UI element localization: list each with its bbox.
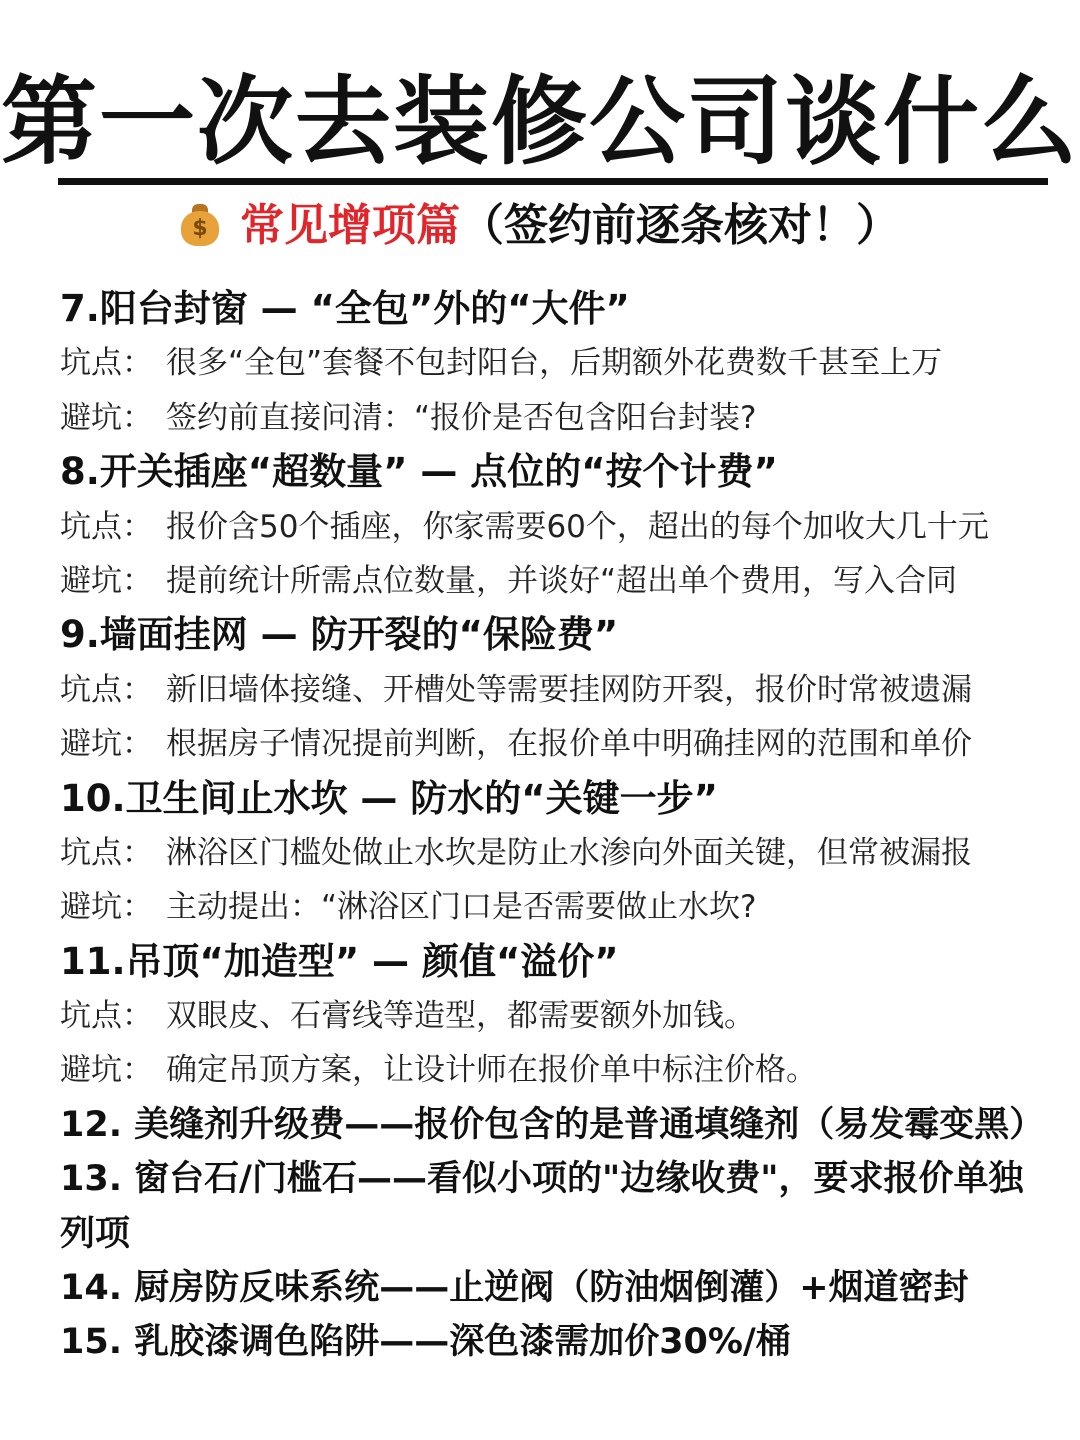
pit-line — [60, 826, 1050, 880]
avoid-text: 确定吊顶方案，让设计师在报价单中标注价格。 — [166, 1052, 817, 1089]
pit-text: 很多“全包”套餐不包封阳台，后期额外花费数千甚至上万 — [166, 345, 943, 382]
pit-line — [60, 663, 1050, 717]
pit-text: 双眼皮、石膏线等造型，都需要额外加钱。 — [166, 998, 755, 1035]
section-heading: 7.阳台封窗 — “全包”外的“大件” — [60, 287, 630, 330]
list-item: 15. 乳胶漆调色陷阱——深色漆需加价30%/桶 — [60, 1322, 791, 1363]
avoid-label: 避坑： — [60, 726, 153, 763]
pit-line — [60, 500, 1050, 554]
avoid-text: 提前统计所需点位数量，并谈好“超出单个费用，写入合同 — [166, 562, 958, 599]
avoid-line — [60, 880, 1050, 934]
pit-label: 坑点： — [60, 508, 153, 545]
pit-text: 报价含50个插座，你家需要60个，超出的每个加收大几十元 — [166, 508, 989, 545]
list-item-continuation: 列项 — [60, 1213, 131, 1254]
pit-label: 坑点： — [60, 998, 153, 1035]
list-item: 13. 窗台石/门槛石——看似小项的"边缘收费"，要求报价单独 — [60, 1159, 1024, 1200]
section-subtitle — [0, 196, 1080, 256]
avoid-label: 避坑： — [60, 562, 153, 599]
pit-label: 坑点： — [60, 671, 153, 708]
subtitle-dark-text: （签约前逐条核对！） — [460, 200, 900, 251]
subtitle-red-text: 常见增项篇 — [240, 200, 460, 251]
avoid-line — [60, 1043, 1050, 1097]
avoid-text: 主动提出：“淋浴区门口是否需要做止水坎? — [166, 889, 757, 926]
content — [60, 282, 1050, 1370]
pit-text: 淋浴区门槛处做止水坎是防止水渗向外面关键，但常被漏报 — [166, 834, 972, 871]
pit-line — [60, 336, 1050, 390]
avoid-line — [60, 717, 1050, 771]
avoid-line — [60, 391, 1050, 445]
section-heading: 9.墙面挂网 — 防开裂的“保险费” — [60, 613, 619, 657]
section-heading: 8.开关插座“超数量” — 点位的“按个计费” — [60, 450, 778, 494]
list-item: 12. 美缝剂升级费——报价包含的是普通填缝剂（易发霉变黑） — [60, 1104, 1045, 1145]
pit-text: 新旧墙体接缝、开槽处等需要挂网防开裂，报价时常被遗漏 — [166, 671, 972, 708]
section-heading: 11.吊顶“加造型” — 颜值“溢价” — [60, 939, 619, 983]
avoid-line — [60, 554, 1050, 608]
title-divider — [58, 178, 1048, 185]
section-heading: 10.卫生间止水坎 — 防水的“关键一步” — [60, 776, 718, 820]
avoid-text: 签约前直接问清：“报价是否包含阳台封装? — [166, 399, 757, 436]
avoid-label: 避坑： — [60, 889, 153, 926]
list-item: 14. 厨房防反味系统——止逆阀（防油烟倒灌）+烟道密封 — [60, 1268, 969, 1309]
pit-label: 坑点： — [60, 834, 153, 871]
avoid-label: 避坑： — [60, 1052, 153, 1089]
page-title: 第一次去装修公司谈什么 — [1, 66, 1079, 178]
pit-line — [60, 989, 1050, 1043]
avoid-label: 避坑： — [60, 399, 153, 436]
money-bag-icon: $ — [180, 200, 220, 246]
avoid-text: 根据房子情况提前判断，在报价单中明确挂网的范围和单价 — [166, 726, 972, 763]
pit-label: 坑点： — [60, 345, 153, 382]
